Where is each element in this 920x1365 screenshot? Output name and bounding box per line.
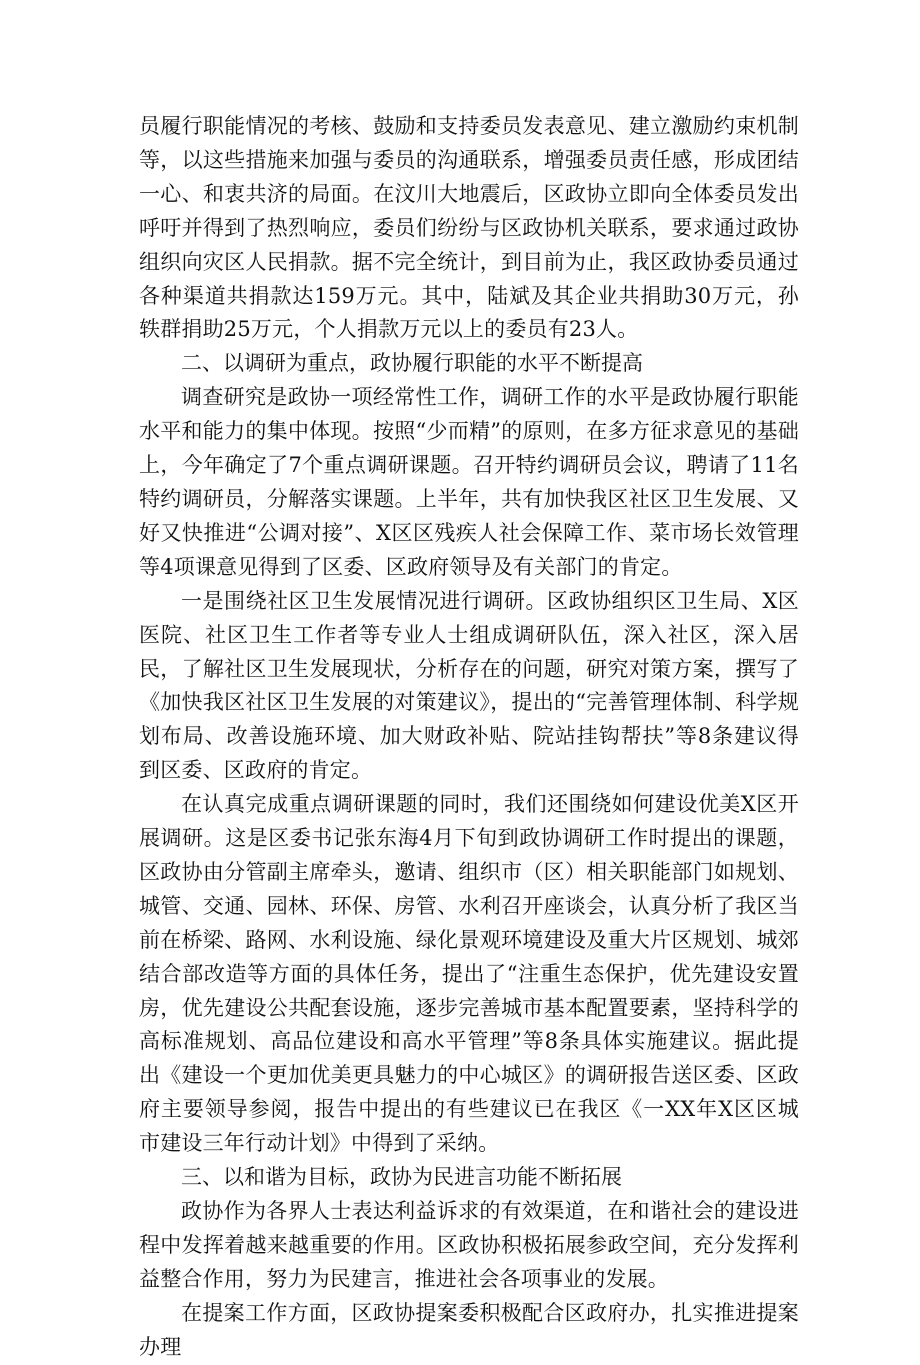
paragraph-research-intro: 调查研究是政协一项经常性工作，调研工作的水平是政协履行职能水平和能力的集中体现。按照“少而精”的原则，在多方征求意见的基础上，今年确定了7个重点调研课题。召开特约调研员会议，聘请了11名特约调研员，分解落实课题。上半年，共有加快我区社区卫生发展、又好又快推进“公调对接”、X区区残疾人社会保障工作、菜市场长效管理等4项课意见得到了区委、区政府领导及有关部门的肯定。 bbox=[139, 385, 799, 579]
paragraph-community-health: 一是围绕社区卫生发展情况进行调研。区政协组织区卫生局、X区医院、社区卫生工作者等专业人士组成调研队伍，深入社区，深入居民，了解社区卫生发展现状，分析存在的问题，研究对策方案，撰写了《加快我区社区卫生发展的对策建议》，提出的“完善管理体制、科学规划布局、改善设施环境、加大财政补贴、院站挂钩帮扶”等8条建议得到区委、区政府的肯定。 bbox=[139, 588, 799, 783]
paragraph-harmony: 政协作为各界人士表达利益诉求的有效渠道，在和谐社会的建设进程中发挥着越来越重要的作用。区政协积极拓展参政空间，充分发挥利益整合作用，努力为民建言，推进社会各项事业的发展。 bbox=[139, 1199, 799, 1291]
section-heading-2: 二、以调研为重点，政协履行职能的水平不断提高 bbox=[181, 351, 643, 376]
section-heading-3: 三、以和谐为目标，政协为民进言功能不断拓展 bbox=[181, 1165, 622, 1190]
paragraph-continuation: 员履行职能情况的考核、鼓励和支持委员发表意见、建立激励约束机制等，以这些措施来加强与委员的沟通联系，增强委员责任感，形成团结一心、和衷共济的局面。在汶川大地震后，区政协立即向全体委员发出呼吁并得到了热烈响应，委员们纷纷与区政协机关联系，要求通过政协组织向灾区人民捐款。据不完全统计，到目前为止，我区政协委员通过各种渠道共捐款达159万元。其中，陆斌及其企业共捐助30万元，孙轶群捐助25万元，个人捐款万元以上的委员有23人。 bbox=[139, 114, 799, 342]
document-page bbox=[139, 110, 799, 1365]
paragraph-city-construction: 在认真完成重点调研课题的同时，我们还围绕如何建设优美X区开展调研。这是区委书记张东海4月下旬到政协调研工作时提出的课题，区政协由分管副主席牵头，邀请、组织市（区）相关职能部门如规划、城管、交通、园林、环保、房管、水利召开座谈会，认真分析了我区当前在桥梁、路网、水利设施、绿化景观环境建设及重大片区规划、城郊结合部改造等方面的具体任务，提出了“注重生态保护，优先建设安置房，优先建设公共配套设施，逐步完善城市基本配置要素，坚持科学的高标准规划、高品位建设和高水平管理”等8条具体实施建议。据此提出《建设一个更加优美更具魅力的中心城区》的调研报告送区委、区政府主要领导参阅，报告中提出的有些建议已在我区《一XX年X区区城市建设三年行动计划》中得到了采纳。 bbox=[139, 792, 799, 1156]
paragraph-proposals: 在提案工作方面，区政协提案委积极配合区政府办，扎实推进提案办理 bbox=[139, 1300, 799, 1359]
